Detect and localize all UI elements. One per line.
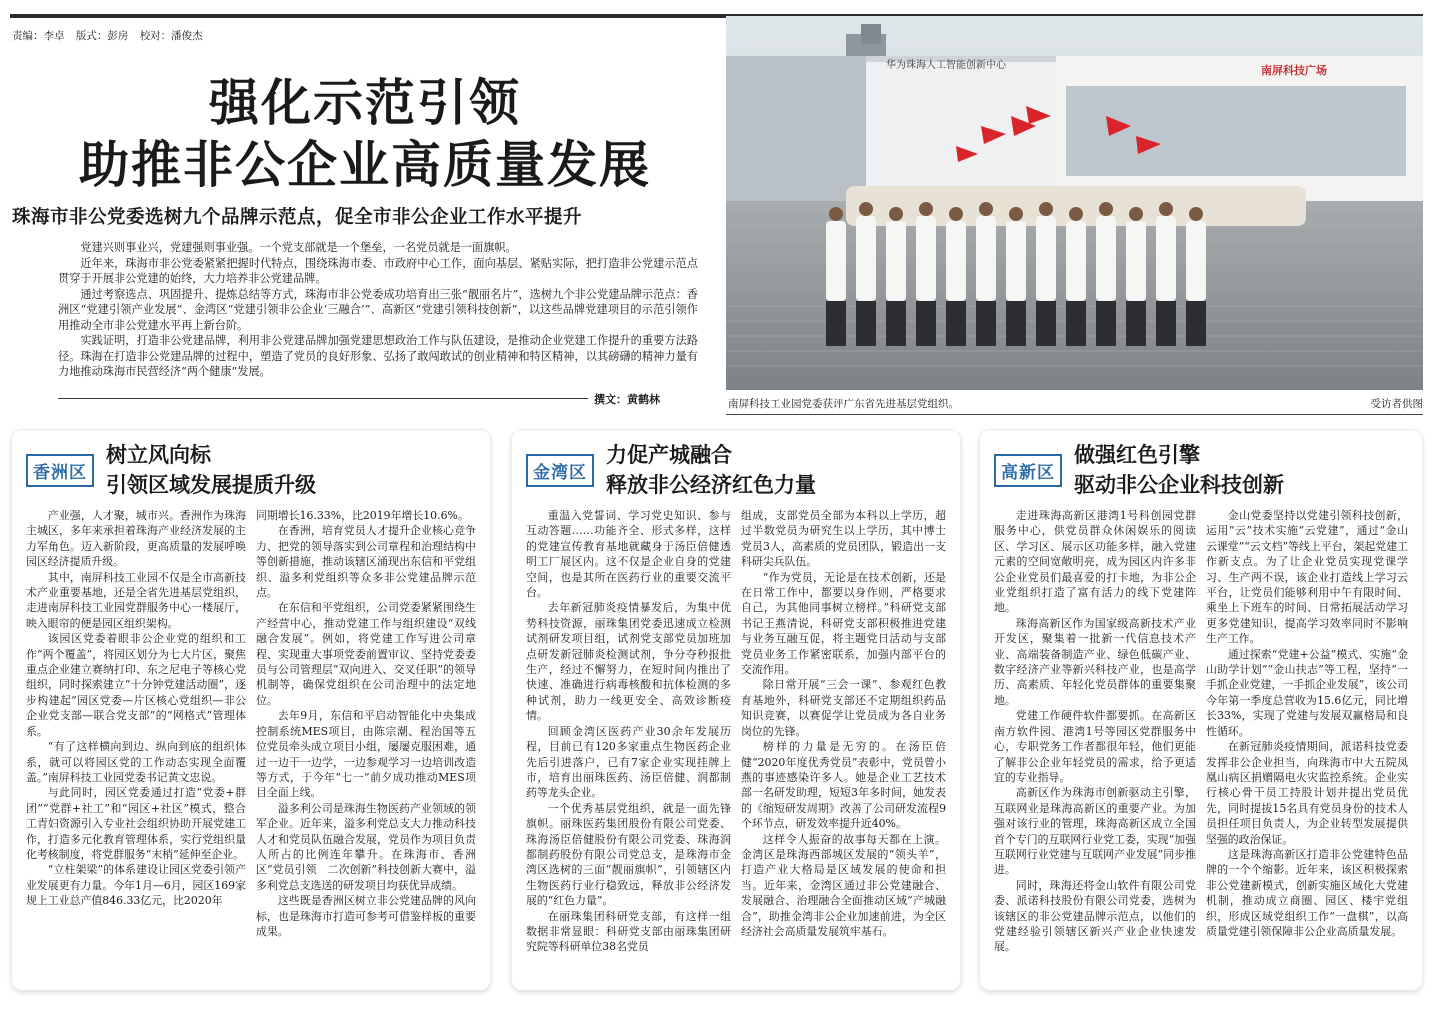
paragraph: 这样令人振奋的故事每天都在上演。金湾区是珠海西部城区发展的“领头羊”，打造产业大格局是区域发展的使命和担当。近年来，金湾区通过非公党建融合、发展融合、治理融合全面推动区域“产城融合”，助推金湾非公企业加速前进，为全区经济社会高质量发展筑牢基石。 <box>741 832 946 938</box>
subheadline: 珠海市非公党委选树九个品牌示范点，促全市非公企业工作水平提升 <box>12 207 583 228</box>
headline <box>20 72 710 196</box>
panel-title <box>526 440 946 500</box>
paragraph: 同时，珠海还将金山软件有限公司党委、派诺科技股份有限公司党委，选树为该辖区的非公党建品牌示范点，以他们的党建经验引领辖区新兴产业企业快速发展。 <box>994 878 1196 954</box>
intro-paragraph: 通过考察选点、巩固提升、提炼总结等方式，珠海市非公党委成功培育出三张“靓丽名片”，选树九个非公党建品牌示范点：香洲区“党建引领产业发展”、金湾区“党建引领非公企业‘三融合’”、高新区“党建引领科技创新”，以这些品牌党建项目的示范引领作用推动全市非公党建水平再上新台阶。 <box>58 287 698 332</box>
panel-jinwan <box>512 430 960 990</box>
paragraph: 组成，支部党员全部为本科以上学历，超过半数党员为研究生以上学历，其中博士党员3人，高素质的党员团队，锻造出一支科研尖兵队伍。 <box>741 509 946 569</box>
paragraph: 榜样的力量是无穷的。在汤臣倍健“2020年度优秀党员”表彰中，党员曾小燕的事迹感染许多人。她是企业工艺技术部一名研发助理，短短3年多时间，她发表的《缩短研发周期》改善了公司研发流程9个环节点，研发效率提升近40%。 <box>741 740 946 831</box>
panel-title-line2: 释放非公经济红色力量 <box>606 473 816 497</box>
paragraph: 同期增长16.33%，比2019年增长10.6%。 <box>256 509 469 522</box>
paragraph: 其中，南屏科技工业园不仅是全市高新技术产业重要基地，还是全省先进基层党组织，走进南屏科技工业园党群服务中心一楼展厅，映入眼帘的便是园区组织架构。 <box>26 570 246 630</box>
text-column <box>741 508 946 988</box>
credit-layout: 版式：彭房 <box>75 30 129 42</box>
paragraph: 在东信和平党组织，公司党委紧紧围绕生产经营中心，推动党建工作与组织建设“双线融合发展”。例如，将党建工作写进公司章程、实现重大事项党委前置审议、坚持党委委员与公司管理层“双向进入、交叉任职”的领导机制等，确保党组织在公司治理中的法定地位。 <box>256 601 476 707</box>
text-column <box>26 508 246 988</box>
panel-title-line1: 树立风向标 <box>106 443 211 467</box>
paragraph: 与此同时，园区党委通过打造“党委+群团”“党群+社工”和“园区+社区”模式，整合工青妇资源引入专业社会组织协助开展党建工作，打造多元化教育管理体系，实行党组织量化考核制度，将党群服务“末梢”延伸至企业。 <box>26 786 246 861</box>
paragraph: 除日常开展“三会一课”、参观红色教育基地外，科研党支部还不定期组织药品知识竞赛，以赛促学让党员成为各自业务岗位的先锋。 <box>741 678 946 738</box>
panel-title-line1: 力促产城融合 <box>606 443 732 467</box>
intro-paragraph: 党建兴则事业兴，党建强则事业强。一个党支部就是一个堡垒，一名党员就是一面旗帜。 <box>80 241 517 254</box>
paragraph: 产业强，人才聚，城市兴。香洲作为珠海主城区，多年来承担着珠海产业经济发展的主力军角色。迈入新阶段，更高质量的发展呼唤园区经济提质升级。 <box>26 509 246 569</box>
panel-title-line2: 引领区域发展提质升级 <box>106 473 316 497</box>
paragraph: “作为党员，无论是在技术创新，还是在日常工作中，都要以身作则，严格要求自己，为其他同事树立榜样。”科研党支部书记王燕清说，科研党支部积极推进党建与业务互融互促，将主题党日活动与支部党员业务工作紧密联系，加强内部平台的交流作用。 <box>741 570 946 677</box>
paragraph: 这些既是香洲区树立非公党建品牌的风向标，也是珠海市打造可参考可借鉴样板的重要成果。 <box>256 894 476 938</box>
district-tag: 金湾区 <box>526 454 594 487</box>
panel-title <box>26 440 476 500</box>
paragraph: 在新冠肺炎疫情期间，派诺科技党委发挥非公企业担当，向珠海市中大五院凤凰山病区捐赠隔电火灾监控系统。企业实行核心骨干员工持股计划并提出党员优先，同时提拔15名具有党员身份的技术人员担任项目负责人，为企业转型发展提供坚强的政治保证。 <box>1206 740 1408 846</box>
headline-line1: 强化示范引领 <box>209 74 521 132</box>
text-column <box>526 508 731 988</box>
intro-paragraph: 实践证明，打造非公党建品牌，利用非公党建品牌加强党建思想政治工作与队伍建设，是推动企业党建工作提升的重要方法路径。珠海在打造非公党建品牌的过程中，塑造了党员的良好形象、弘扬了敢闯敢试的创业精神和特区精神，以其磅礴的精神力量有力地推动珠海市民营经济“两个健康”发展。 <box>58 334 698 378</box>
photo-credit: 受访者供图 <box>1370 398 1423 410</box>
credits <box>12 28 211 43</box>
paragraph: 去年新冠肺炎疫情暴发后，为集中优势科技资源，丽珠集团党委迅速成立检测试剂研发项目组，试剂党支部党员加班加点研发新冠肺炎检测试剂，争分夺秒报批生产，经过不懈努力，在短时间内推出了快速、准确进行病毒核酸和抗体检测的多种试剂，助力一线更安全、高效诊断疫情。 <box>526 601 731 723</box>
paragraph: 溢多利公司是珠海生物医药产业领域的领军企业。近年来，溢多利党总支大力推动科技人才和党员队伍融合发展，党员作为项目负责人所占的比例连年攀升。在珠海市、香洲区“党员引领 二次创新”科技创新大赛中，溢多利党总支选送的研发项目均获优异成绩。 <box>256 801 476 892</box>
credit-proof: 校对：潘俊杰 <box>139 30 203 42</box>
text-column <box>1206 508 1408 988</box>
panel-title <box>994 440 1408 500</box>
paragraph: 在香洲，培育党员人才提升企业核心竞争力、把党的领导落实到公司章程和治理结构中等创新措施，推动该辖区涌现出东信和平党组织、溢多利党组织等众多非公党建品牌示范点。 <box>256 524 476 600</box>
photo-caption <box>728 396 1423 411</box>
sign-right-text: 南屏科技广场 <box>1261 64 1327 77</box>
paragraph: 高新区作为珠海市创新驱动主引擎，互联网业是珠海高新区的重要产业。为加强对该行业的管理，珠海高新区成立全国首个专门的互联网行业党工委，实现“加强互联网行业党建与互联网产业发展”同步推进。 <box>994 786 1196 877</box>
paragraph: 珠海高新区作为国家级高新技术产业开发区，聚集着一批新一代信息技术产业、高端装备制造产业、绿色低碳产业、数字经济产业等新兴科技产业，也是高学历、高素质、年轻化党员群体的重要集聚地。 <box>994 616 1196 707</box>
district-tag: 香洲区 <box>26 454 94 487</box>
headline-line2: 助推非公企业高质量发展 <box>79 136 651 194</box>
credit-editor: 责编：李卓 <box>12 30 65 42</box>
caption-rule <box>726 414 1423 415</box>
paragraph: “有了这样横向到边、纵向到底的组织体系，就可以将园区党的工作动态实现全面覆盖。”南屏科技工业园党委书记黄文忠说。 <box>26 740 246 784</box>
panel-title-line1: 做强红色引擎 <box>1074 443 1200 467</box>
text-column <box>256 508 476 988</box>
panel-xiangzhou <box>12 430 490 990</box>
paragraph: 重温入党誓词、学习党史知识、参与互动答题……功能齐全、形式多样，这样的党建宣传教育基地就藏身于汤臣倍健透明工厂展区内。这不仅是企业自身的党建空间，也是其所在医药行业的重要交流平台。 <box>526 509 731 600</box>
sign-right <box>1261 63 1327 77</box>
group-photo <box>726 16 1423 390</box>
intro-text <box>58 240 698 380</box>
paragraph: “立柱架梁”的体系建设让园区党委引领产业发展更有力量。今年1月—6月，园区169家规上工业总产值846.33亿元，比2020年 <box>26 863 246 908</box>
caption-text: 南屏科技工业园党委获评广东省先进基层党组织。 <box>728 398 959 410</box>
paragraph: 去年9月，东信和平启动智能化中央集成控制系统MES项目，由陈宗潮、程治国等五位党员牵头成立项目小组，屡屡克服困难，通过一边干一边学，一边参观学习一边培训改造等方式，于今年“七一”前夕成功推动MES项目全面上线。 <box>256 709 476 800</box>
author-byline: 撰文：黄鹤林 <box>594 393 660 406</box>
paragraph: 通过探索“党建+公益”模式、实施“金山助学计划”“金山扶志”等工程，坚持“一手抓企业党建，一手抓企业发展”，该公司今年第一季度总营收为15.6亿元，同比增长33%，实现了党建与发展双赢格局和良性循环。 <box>1206 647 1408 738</box>
paragraph: 回顾金湾区医药产业30余年发展历程，目前已有120多家重点生物医药企业先后引进落户，已有7家企业实现挂牌上市，培育出丽珠医药、汤臣倍健、润都制药等龙头企业。 <box>526 724 731 800</box>
paragraph: 金山党委坚持以党建引领科技创新，运用“云”技术实施“云党建”，通过“金山云课堂”“云文档”等线上平台，架起党建工作新支点。为了让企业党员实现党课学习、生产两不误，该企业打造线上学习云平台，让党员们能够利用中午有限时间、乘坐上下班车的时间、日常拓展活动学习更多党建知识，提高学习效率同时不影响生产工作。 <box>1206 509 1408 646</box>
paragraph: 在丽珠集团科研党支部，有这样一组数据非常显眼：科研党支部由丽珠集团研究院等科研单位38名党员 <box>526 909 731 954</box>
text-column <box>994 508 1196 988</box>
district-tag: 高新区 <box>994 454 1062 487</box>
paragraph: 党建工作硬件软件都要抓。在高新区南方软件园、港湾1号等园区党群服务中心，专职党务工作者都很年轻，他们更能了解非公企业年轻党员的需求，给予更适宜的专业指导。 <box>994 709 1196 784</box>
paragraph: 该园区党委着眼非公企业党的组织和工作“两个覆盖”，将园区划分为七大片区，聚焦重点企业建立赛纳打印、东之尼电子等核心党组织，同时探索建立“十分钟党建活动圈”，逐步构建起“园区党委—片区核心党组织—非公企业党支部—联合党支部”的“网格式”管理体系。 <box>26 632 246 738</box>
paragraph: 一个优秀基层党组织，就是一面先锋旗帜。丽珠医药集团股份有限公司党委、珠海汤臣倍健股份有限公司党委、珠海润都制药股份有限公司党总支，是珠海市金湾区选树的三面“靓丽旗帜”，引领辖区内生物医药行业行稳致远，释放非公经济发展的“红色力量”。 <box>526 801 731 908</box>
panel-title-line2: 驱动非公企业科技创新 <box>1074 473 1284 497</box>
paragraph: 这是珠海高新区打造非公党建特色品牌的一个个缩影。近年来，该区积极探索非公党建新模式，创新实施区域化大党建机制，推动成立商圈、园区、楼宇党组织，形成区域党组织工作“一盘棋”，以高质量党建引领保障非公企业高质量发展。 <box>1206 847 1408 938</box>
paragraph: 走进珠海高新区港湾1号科创园党群服务中心，供党员群众休闲娱乐的阅读区、学习区、展示区功能多样，融入党建元素的空间宽敞明亮，成为园区内许多非公企业党员们最喜爱的打卡地，为非公企业党组织打造了富有活力的线下党建阵地。 <box>994 509 1196 615</box>
sign-left-text: 华为珠海人工智能创新中心 <box>886 60 1006 71</box>
author-rule <box>58 398 588 399</box>
intro-paragraph: 近年来，珠海市非公党委紧紧把握时代特点，围绕珠海市委、市政府中心工作，面向基层、紧贴实际，把打造非公党建示范点贯穿于开展非公党建的始终，大力培养非公党建品牌。 <box>58 256 698 285</box>
panel-gaoxin <box>980 430 1422 990</box>
sign-left <box>886 58 1007 71</box>
